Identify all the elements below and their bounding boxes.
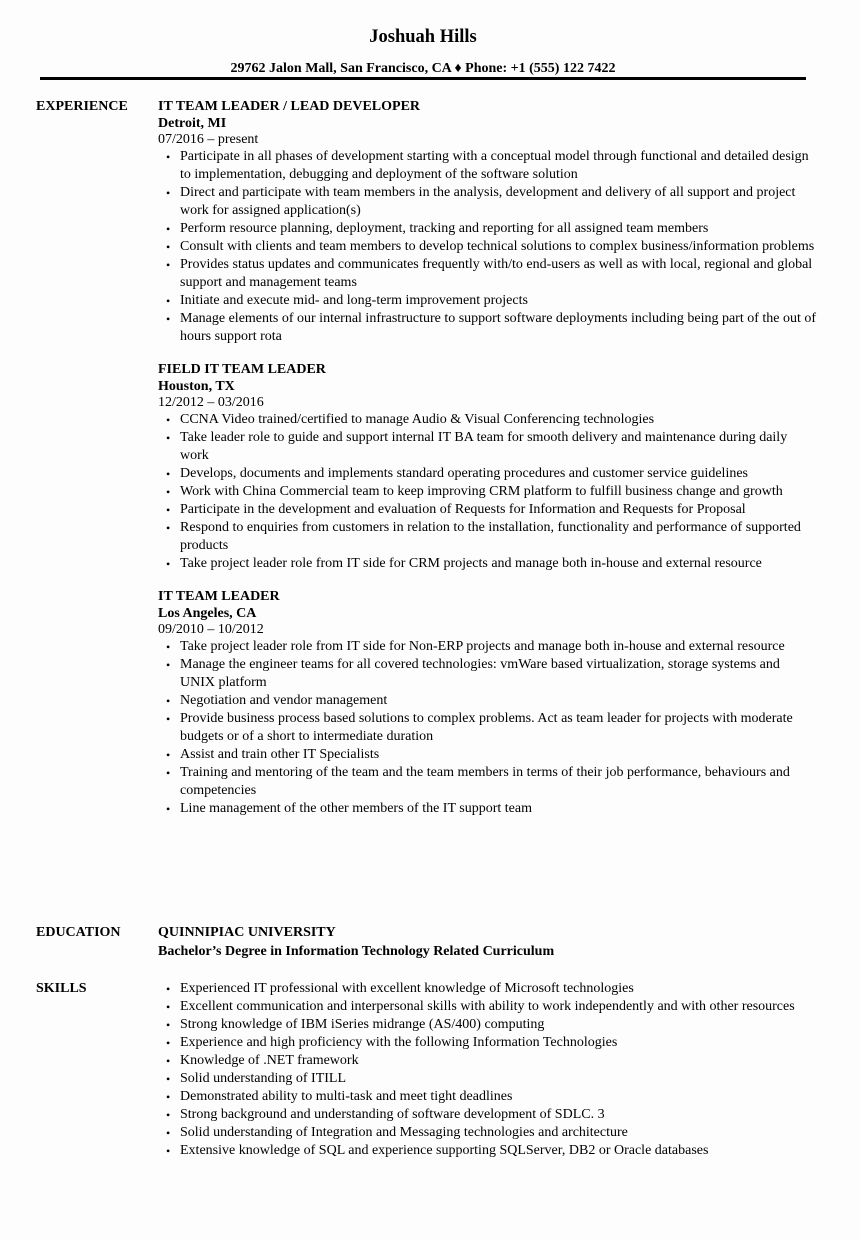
job-dates: 07/2016 – present bbox=[158, 132, 259, 147]
job-bullets bbox=[158, 148, 818, 346]
bullet-icon: • bbox=[166, 503, 171, 517]
bullet-icon: • bbox=[166, 521, 171, 535]
list-item-text: Initiate and execute mid- and long-term improvement projects bbox=[180, 293, 528, 308]
job-bullets bbox=[158, 411, 818, 573]
list-item bbox=[158, 256, 818, 292]
list-item bbox=[158, 638, 818, 656]
list-item-text: Manage elements of our internal infrastructure to support software deployments including being part of the out of hours support rota bbox=[180, 311, 817, 344]
job-location: Los Angeles, CA bbox=[158, 606, 257, 621]
education-entry bbox=[158, 924, 818, 962]
bullet-icon: • bbox=[166, 1036, 171, 1050]
resume-header bbox=[40, 26, 806, 78]
list-item-text: Strong knowledge of IBM iSeries midrange (AS/400) computing bbox=[180, 1017, 545, 1032]
bullet-icon: • bbox=[166, 982, 171, 996]
bullet-icon: • bbox=[166, 1126, 171, 1140]
list-item bbox=[158, 1142, 818, 1160]
bullet-icon: • bbox=[166, 485, 171, 499]
bullet-icon: • bbox=[166, 748, 171, 762]
list-item-text: Assist and train other IT Specialists bbox=[180, 747, 380, 762]
list-item-text: Extensive knowledge of SQL and experience supporting SQLServer, DB2 or Oracle databases bbox=[180, 1143, 709, 1158]
job-dates: 09/2010 – 10/2012 bbox=[158, 622, 264, 637]
bullet-icon: • bbox=[166, 1108, 171, 1122]
list-item-text: Training and mentoring of the team and the team members in terms of their job performance, behaviours and competencies bbox=[180, 765, 790, 798]
section-label-education: EDUCATION bbox=[36, 925, 121, 940]
list-item bbox=[158, 310, 818, 346]
list-item-text: Negotiation and vendor management bbox=[180, 693, 388, 708]
list-item bbox=[158, 429, 818, 465]
job-entry bbox=[158, 588, 818, 818]
list-item-text: Manage the engineer teams for all covered technologies: vmWare based virtualization, storage systems and UNIX platform bbox=[180, 657, 780, 690]
list-item bbox=[158, 1016, 818, 1034]
list-item bbox=[158, 746, 818, 764]
list-item bbox=[158, 238, 818, 256]
bullet-icon: • bbox=[166, 1000, 171, 1014]
list-item bbox=[158, 292, 818, 310]
list-item bbox=[158, 692, 818, 710]
list-item-text: Line management of the other members of the IT support team bbox=[180, 801, 532, 816]
list-item bbox=[158, 800, 818, 818]
list-item bbox=[158, 656, 818, 692]
bullet-icon: • bbox=[166, 694, 171, 708]
list-item-text: Direct and participate with team members in the analysis, development and delivery of all support and project work for assigned application(s) bbox=[180, 185, 796, 218]
bullet-icon: • bbox=[166, 1072, 171, 1086]
list-item bbox=[158, 220, 818, 238]
list-item-text: Strong background and understanding of software development of SDLC. 3 bbox=[180, 1107, 605, 1122]
list-item-text: Participate in all phases of development starting with a conceptual model through functional and detailed design to implementation, debugging and deployment of the software solution bbox=[180, 149, 809, 182]
bullet-icon: • bbox=[166, 294, 171, 308]
list-item bbox=[158, 501, 818, 519]
list-item-text: Work with China Commercial team to keep improving CRM platform to fulfill business change and growth bbox=[180, 484, 783, 499]
list-item bbox=[158, 519, 818, 555]
job-location: Houston, TX bbox=[158, 379, 235, 394]
list-item bbox=[158, 1052, 818, 1070]
bullet-icon: • bbox=[166, 222, 171, 236]
section-label-experience: EXPERIENCE bbox=[36, 99, 128, 114]
list-item-text: Take project leader role from IT side for Non-ERP projects and manage both in-house and external resource bbox=[180, 639, 785, 654]
list-item-text: Respond to enquiries from customers in relation to the installation, functionality and performance of supported products bbox=[180, 520, 801, 553]
list-item-text: Participate in the development and evaluation of Requests for Information and Requests for Proposal bbox=[180, 502, 746, 517]
bullet-icon: • bbox=[166, 258, 171, 272]
job-bullets bbox=[158, 638, 818, 818]
contact-line: 29762 Jalon Mall, San Francisco, CA ♦ Phone: +1 (555) 122 7422 bbox=[230, 61, 616, 76]
bullet-icon: • bbox=[166, 312, 171, 326]
job-entry bbox=[158, 98, 818, 346]
list-item-text: Develops, documents and implements standard operating procedures and customer service guidelines bbox=[180, 466, 748, 481]
list-item-text: Provides status updates and communicates frequently with/to end-users as well as with local, regional and global support and management teams bbox=[180, 257, 813, 290]
list-item bbox=[158, 710, 818, 746]
experience-list bbox=[158, 98, 818, 833]
job-location: Detroit, MI bbox=[158, 116, 227, 131]
list-item-text: Experienced IT professional with excellent knowledge of Microsoft technologies bbox=[180, 981, 634, 996]
list-item-text: Consult with clients and team members to develop technical solutions to complex business/information problems bbox=[180, 239, 815, 254]
job-title: FIELD IT TEAM LEADER bbox=[158, 362, 326, 377]
list-item bbox=[158, 465, 818, 483]
bullet-icon: • bbox=[166, 186, 171, 200]
bullet-icon: • bbox=[166, 640, 171, 654]
list-item bbox=[158, 483, 818, 501]
list-item-text: Take project leader role from IT side for CRM projects and manage both in-house and external resource bbox=[180, 556, 762, 571]
bullet-icon: • bbox=[166, 1018, 171, 1032]
bullet-icon: • bbox=[166, 431, 171, 445]
section-label-skills: SKILLS bbox=[36, 981, 87, 996]
list-item-text: Knowledge of .NET framework bbox=[180, 1053, 359, 1068]
bullet-icon: • bbox=[166, 1144, 171, 1158]
degree: Bachelor’s Degree in Information Technology Related Curriculum bbox=[158, 944, 555, 959]
list-item bbox=[158, 555, 818, 573]
list-item bbox=[158, 998, 818, 1016]
bullet-icon: • bbox=[166, 766, 171, 780]
skills-list-wrapper bbox=[158, 980, 818, 1160]
job-title: IT TEAM LEADER bbox=[158, 589, 280, 604]
bullet-icon: • bbox=[166, 413, 171, 427]
list-item-text: Demonstrated ability to multi-task and meet tight deadlines bbox=[180, 1089, 513, 1104]
list-item-text: Perform resource planning, deployment, tracking and reporting for all assigned team members bbox=[180, 221, 709, 236]
job-entry bbox=[158, 361, 818, 573]
list-item bbox=[158, 1034, 818, 1052]
list-item bbox=[158, 184, 818, 220]
job-title: IT TEAM LEADER / LEAD DEVELOPER bbox=[158, 99, 421, 114]
bullet-icon: • bbox=[166, 240, 171, 254]
school-name: QUINNIPIAC UNIVERSITY bbox=[158, 925, 336, 940]
list-item bbox=[158, 148, 818, 184]
candidate-name: Joshuah Hills bbox=[369, 27, 477, 47]
list-item-text: CCNA Video trained/certified to manage Audio & Visual Conferencing technologies bbox=[180, 412, 655, 427]
bullet-icon: • bbox=[166, 557, 171, 571]
list-item-text: Provide business process based solutions to complex problems. Act as team leader for projects with moderate budgets or of a short to intermediate duration bbox=[180, 711, 793, 744]
bullet-icon: • bbox=[166, 1090, 171, 1104]
list-item-text: Take leader role to guide and support internal IT BA team for smooth delivery and maintenance during daily work bbox=[180, 430, 788, 463]
list-item bbox=[158, 1070, 818, 1088]
list-item bbox=[158, 764, 818, 800]
bullet-icon: • bbox=[166, 712, 171, 726]
list-item-text: Excellent communication and interpersonal skills with ability to work independently and with other resources bbox=[180, 999, 795, 1014]
header-divider bbox=[40, 77, 806, 80]
bullet-icon: • bbox=[166, 1054, 171, 1068]
list-item-text: Solid understanding of ITILL bbox=[180, 1071, 347, 1086]
bullet-icon: • bbox=[166, 658, 171, 672]
list-item bbox=[158, 1088, 818, 1106]
bullet-icon: • bbox=[166, 802, 171, 816]
list-item bbox=[158, 411, 818, 429]
list-item bbox=[158, 1124, 818, 1142]
job-dates: 12/2012 – 03/2016 bbox=[158, 395, 264, 410]
list-item bbox=[158, 1106, 818, 1124]
bullet-icon: • bbox=[166, 467, 171, 481]
list-item-text: Solid understanding of Integration and Messaging technologies and architecture bbox=[180, 1125, 628, 1140]
list-item bbox=[158, 980, 818, 998]
bullet-icon: • bbox=[166, 150, 171, 164]
list-item-text: Experience and high proficiency with the following Information Technologies bbox=[180, 1035, 618, 1050]
skills-list bbox=[158, 980, 818, 1160]
